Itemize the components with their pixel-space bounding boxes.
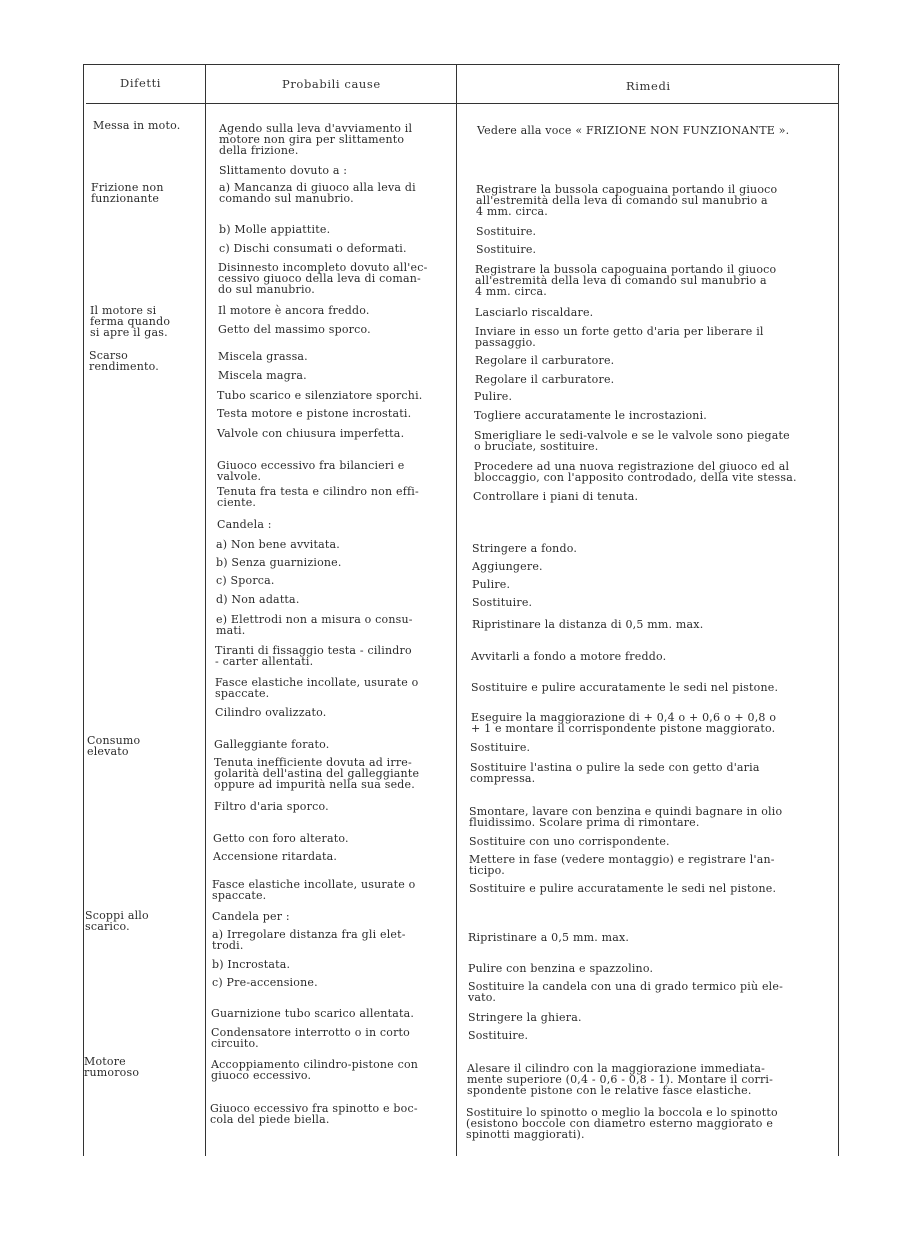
rimedio-entry: Sostituire. xyxy=(476,243,537,256)
rimedio-entry: Pulire. xyxy=(474,390,513,403)
causa-entry: Tenuta inefficiente dovuta ad irre- golarità dell'astina del galleggiante oppure ad impurità nella sua sede. xyxy=(214,756,420,791)
causa-entry: Il motore è ancora freddo. xyxy=(218,304,370,317)
difetto-entry: Motore rumoroso xyxy=(84,1055,140,1079)
rimedio-entry: Avvitarli a fondo a motore freddo. xyxy=(471,650,667,663)
causa-entry: Miscela grassa. xyxy=(218,350,308,363)
causa-entry: Tenuta fra testa e cilindro non effi- ciente. xyxy=(217,485,419,509)
header-divider xyxy=(86,103,838,104)
header-cause: Probabili cause xyxy=(282,77,381,91)
rimedio-entry: Ripristinare a 0,5 mm. max. xyxy=(468,931,630,944)
table-left-border xyxy=(83,64,84,1156)
rimedio-entry: Registrare la bussola capoguaina portando il giuoco all'estremità della leva di comando sul manubrio a 4 mm. circa. xyxy=(475,263,777,298)
rimedio-entry: Sostituire l'astina o pulire la sede con getto d'aria compressa. xyxy=(470,761,760,785)
rimedio-entry: Sostituire la candela con una di grado termico più ele- vato. xyxy=(468,980,784,1004)
causa-entry: Valvole con chiusura imperfetta. xyxy=(217,427,405,440)
causa-entry: c) Dischi consumati o deformati. xyxy=(219,242,407,255)
rimedio-entry: Aggiungere. xyxy=(472,560,543,573)
causa-entry: Miscela magra. xyxy=(218,369,307,382)
causa-entry: Guarnizione tubo scarico allentata. xyxy=(211,1007,415,1020)
causa-entry: Disinnesto incompleto dovuto all'ec- cessivo giuoco della leva di coman- do sul manubrio. xyxy=(218,261,428,296)
table-top-border xyxy=(83,64,840,65)
rimedio-entry: Sostituire e pulire accuratamente le sedi nel pistone. xyxy=(469,882,777,895)
difetto-entry: Scoppi allo scarico. xyxy=(85,909,149,933)
causa-entry: Giuoco eccessivo fra spinotto e boc- cola del piede biella. xyxy=(210,1102,418,1126)
rimedio-entry: Pulire con benzina e spazzolino. xyxy=(468,962,654,975)
rimedio-entry: Togliere accuratamente le incrostazioni. xyxy=(474,409,707,422)
header-rimedi: Rimedi xyxy=(626,79,671,93)
rimedio-entry: Lasciarlo riscaldare. xyxy=(475,306,594,319)
causa-entry: Candela : xyxy=(217,518,272,531)
rimedio-entry: Sostituire e pulire accuratamente le sedi nel pistone. xyxy=(471,681,779,694)
rimedio-entry: Procedere ad una nuova registrazione del giuoco ed al bloccaggio, con l'apposito controdado, della vite stessa. xyxy=(474,460,797,484)
causa-entry: Slittamento dovuto a : xyxy=(219,164,348,177)
rimedio-entry: Stringere a fondo. xyxy=(472,542,578,555)
rimedio-entry: Sostituire con uno corrispondente. xyxy=(469,835,670,848)
causa-entry: Accoppiamento cilindro-pistone con giuoco eccessivo. xyxy=(211,1058,419,1082)
causa-entry: b) Molle appiattite. xyxy=(219,223,331,236)
column-divider-2 xyxy=(456,64,457,1156)
header-difetti: Difetti xyxy=(120,76,162,90)
rimedio-entry: Sostituire. xyxy=(470,741,531,754)
causa-entry: e) Elettrodi non a misura o consu- mati. xyxy=(216,613,413,637)
rimedio-entry: Registrare la bussola capoguaina portando il giuoco all'estremità della leva di comando sul manubrio a 4 mm. circa. xyxy=(476,183,778,218)
causa-entry: a) Mancanza di giuoco alla leva di comando sul manubrio. xyxy=(219,181,416,205)
causa-entry: Getto del massimo sporco. xyxy=(218,323,371,336)
rimedio-entry: Stringere la ghiera. xyxy=(468,1011,582,1024)
rimedio-entry: Sostituire. xyxy=(472,596,533,609)
difetto-entry: Scarso rendimento. xyxy=(89,349,159,373)
causa-entry: Fasce elastiche incollate, usurate o spaccate. xyxy=(215,676,419,700)
causa-entry: Giuoco eccessivo fra bilancieri e valvole. xyxy=(217,459,405,483)
difetto-entry: Messa in moto. xyxy=(93,119,181,132)
difetto-entry: Consumo elevato xyxy=(87,734,141,758)
causa-entry: Agendo sulla leva d'avviamento il motore non gira per slittamento della frizione. xyxy=(219,122,413,157)
causa-entry: Fasce elastiche incollate, usurate o spaccate. xyxy=(212,878,416,902)
rimedio-entry: Smerigliare le sedi-valvole e se le valvole sono piegate o bruciate, sostituire. xyxy=(474,429,790,453)
causa-entry: a) Non bene avvitata. xyxy=(216,538,340,551)
rimedio-entry: Sostituire. xyxy=(476,225,537,238)
difetto-entry: Frizione non funzionante xyxy=(91,181,164,205)
rimedio-entry: Ripristinare la distanza di 0,5 mm. max. xyxy=(472,618,704,631)
causa-entry: Tiranti di fissaggio testa - cilindro - carter allentati. xyxy=(215,644,412,668)
causa-entry: Condensatore interrotto o in corto circuito. xyxy=(211,1026,411,1050)
causa-entry: b) Senza guarnizione. xyxy=(216,556,342,569)
causa-entry: Filtro d'aria sporco. xyxy=(214,800,329,813)
rimedio-entry: Smontare, lavare con benzina e quindi bagnare in olio fluidissimo. Scolare prima di rimontare. xyxy=(469,805,783,829)
column-divider-1 xyxy=(205,64,206,1156)
causa-entry: Galleggiante forato. xyxy=(214,738,330,751)
rimedio-entry: Controllare i piani di tenuta. xyxy=(473,490,639,503)
rimedio-entry: Inviare in esso un forte getto d'aria per liberare il passaggio. xyxy=(475,325,764,349)
causa-entry: Getto con foro alterato. xyxy=(213,832,349,845)
causa-entry: c) Sporca. xyxy=(216,574,275,587)
rimedio-entry: Regolare il carburatore. xyxy=(475,373,615,386)
rimedio-entry: Sostituire lo spinotto o meglio la boccola e lo spinotto (esistono boccole con diametro esterno maggiorato e spinotti maggiorati). xyxy=(466,1106,778,1141)
causa-entry: d) Non adatta. xyxy=(216,593,300,606)
difetto-entry: Il motore si ferma quando si apre il gas. xyxy=(90,304,171,339)
rimedio-entry: Regolare il carburatore. xyxy=(475,354,615,367)
rimedio-entry: Sostituire. xyxy=(468,1029,529,1042)
causa-entry: b) Incrostata. xyxy=(212,958,291,971)
causa-entry: a) Irregolare distanza fra gli elet- trodi. xyxy=(212,928,406,952)
table-right-border xyxy=(838,64,839,1156)
causa-entry: Cilindro ovalizzato. xyxy=(215,706,327,719)
causa-entry: Accensione ritardata. xyxy=(213,850,338,863)
rimedio-entry: Eseguire la maggiorazione di + 0,4 o + 0,6 o + 0,8 o + 1 e montare il corrispondente pistone maggiorato. xyxy=(471,711,777,735)
causa-entry: Candela per : xyxy=(212,910,290,923)
causa-entry: Tubo scarico e silenziatore sporchi. xyxy=(217,389,423,402)
causa-entry: Testa motore e pistone incrostati. xyxy=(217,407,412,420)
rimedio-entry: Alesare il cilindro con la maggiorazione immediata- mente superiore (0,4 - 0,6 - 0,8 - 1). Montare il corri- spondente pistone con le relative fasce elastiche. xyxy=(467,1062,774,1097)
rimedio-entry: Mettere in fase (vedere montaggio) e registrare l'an- ticipo. xyxy=(469,853,775,877)
rimedio-entry: Pulire. xyxy=(472,578,511,591)
rimedio-entry: Vedere alla voce « FRIZIONE NON FUNZIONANTE ». xyxy=(477,124,790,137)
causa-entry: c) Pre-accensione. xyxy=(212,976,318,989)
